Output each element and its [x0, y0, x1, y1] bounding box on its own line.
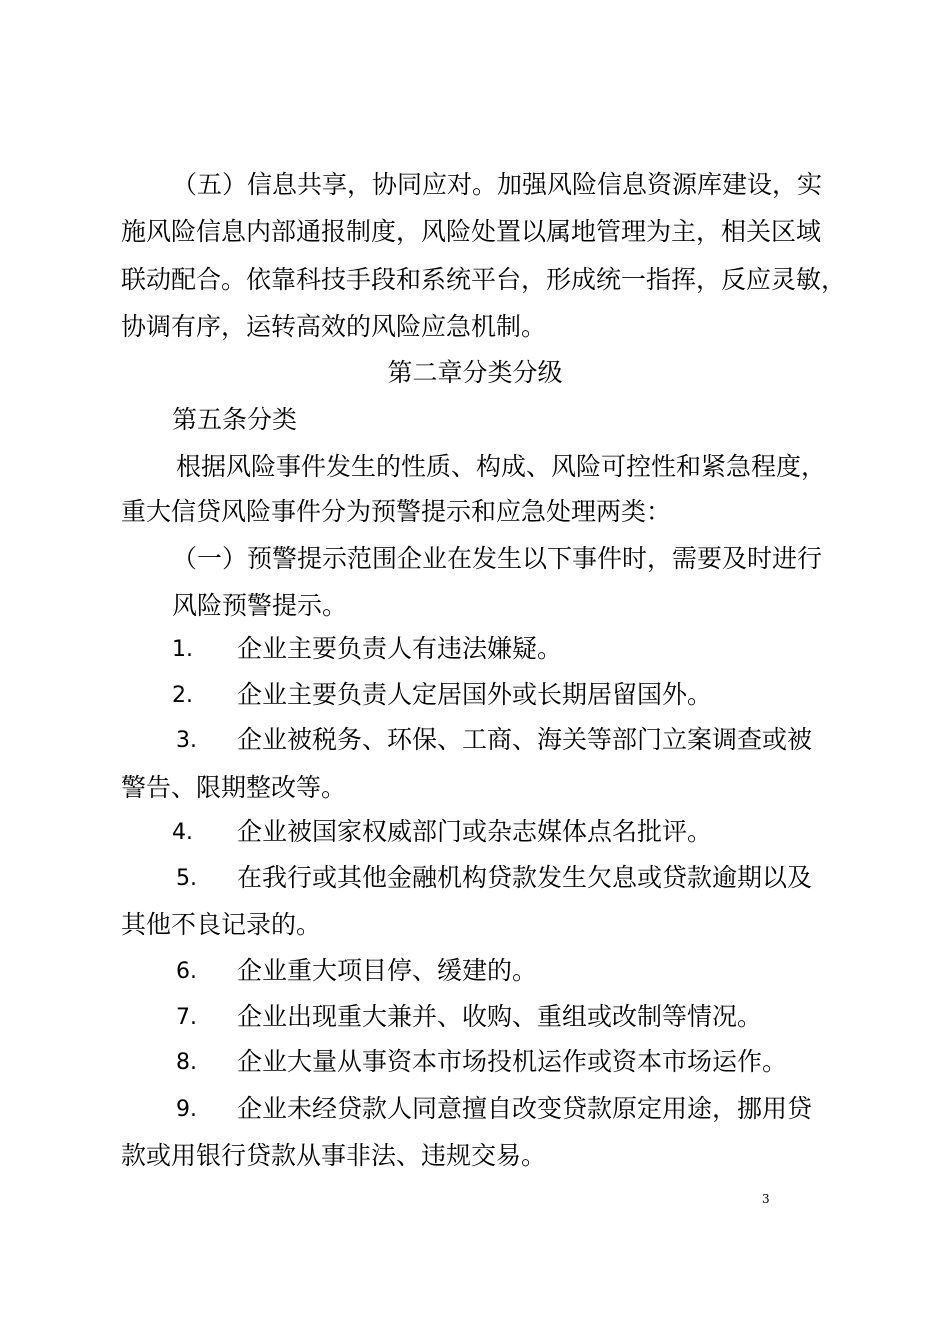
chapter-title: 第二章分类分级 [387, 358, 563, 387]
list-item-text: 款或用银行贷款从事非法、违规交易。 [121, 1141, 547, 1170]
list-item-text: 企业被税务、环保、工商、海关等部门立案调查或被 [237, 725, 813, 754]
list-item-number: 1. [172, 637, 193, 662]
list-item-number: 2. [172, 683, 193, 708]
list-item-number: 5. [176, 866, 197, 891]
page-number: 3 [762, 1192, 770, 1206]
list-item-text: 企业出现重大兼并、收购、重组或改制等情况。 [237, 1002, 763, 1031]
list-item-text: 企业主要负责人有违法嫌疑。 [237, 634, 563, 663]
paragraph-line: 重大信贷风险事件分为预警提示和应急处理两类： [121, 497, 672, 526]
paragraph-line: 联动配合。依靠科技手段和系统平台，形成统一指挥，反应灵敏， [121, 265, 847, 294]
paragraph-line: 施风险信息内部通报制度，风险处置以属地管理为主，相关区域 [121, 217, 822, 246]
paragraph-line: （一）预警提示范围企业在发生以下事件时，需要及时进行 [172, 544, 823, 573]
paragraph-line: （五）信息共享，协同应对。加强风险信息资源库建设，实 [172, 170, 823, 199]
list-item-number: 9. [176, 1097, 197, 1122]
list-item-number: 4. [172, 820, 193, 845]
list-item-number: 6. [176, 959, 197, 984]
list-item-text: 企业大量从事资本市场投机运作或资本市场运作。 [237, 1047, 788, 1076]
list-item-text: 其他不良记录的。 [121, 910, 322, 939]
paragraph-line: 风险预警提示。 [172, 591, 348, 620]
list-item-text: 企业主要负责人定居国外或长期居留国外。 [237, 680, 713, 709]
paragraph-line: 协调有序，运转高效的风险应急机制。 [121, 312, 547, 341]
list-item-text: 企业重大项目停、缓建的。 [237, 956, 538, 985]
list-item-text: 企业被国家权威部门或杂志媒体点名批评。 [237, 817, 713, 846]
list-item-text: 警告、限期整改等。 [121, 773, 347, 802]
paragraph-line: 根据风险事件发生的性质、构成、风险可控性和紧急程度， [176, 452, 827, 481]
article-title: 第五条分类 [172, 405, 298, 434]
list-item-text: 企业未经贷款人同意擅自改变贷款原定用途，挪用贷 [237, 1094, 813, 1123]
list-item-number: 7. [176, 1005, 197, 1030]
list-item-number: 3. [176, 728, 197, 753]
list-item-text: 在我行或其他金融机构贷款发生欠息或贷款逾期以及 [237, 863, 813, 892]
list-item-number: 8. [176, 1050, 197, 1075]
